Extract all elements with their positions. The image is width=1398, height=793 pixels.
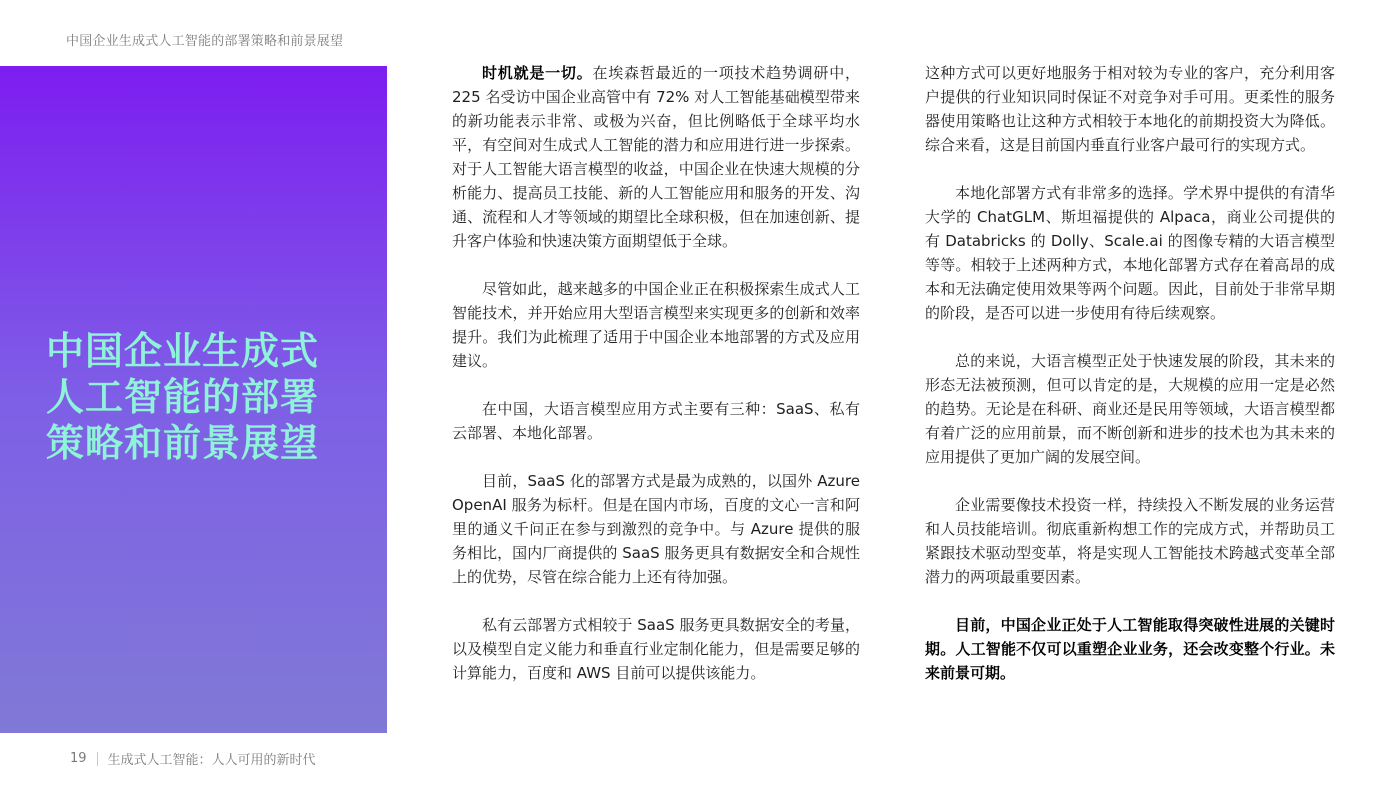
running-header: 中国企业生成式人工智能的部署策略和前景展望 <box>66 34 344 49</box>
hero-title <box>46 328 346 466</box>
text-column-right <box>925 61 1335 709</box>
text-column-left <box>452 61 860 709</box>
hero-banner <box>0 66 387 733</box>
conclusion-paragraph: 目前，中国企业正处于人工智能取得突破性进展的关键时期。人工智能不仅可以重塑企业业务，还会改变整个行业。未来前景可期。 <box>925 616 1335 682</box>
paragraph: 总的来说，大语言模型正处于快速发展的阶段，其未来的形态无法被预测，但可以肯定的是，大规模的应用一定是必然的趋势。无论是在科研、商业还是民用等领域，大语言模型都有着广泛的应用前景，而不断创新和进步的技术也为其未来的应用提供了更加广阔的发展空间。 <box>925 352 1335 466</box>
hero-title-line-3: 策略和前景展望 <box>46 421 320 465</box>
paragraph: 企业需要像技术投资一样，持续投入不断发展的业务运营和人员技能培训。彻底重新构想工作的完成方式，并帮助员工紧跟技术驱动型变革，将是实现人工智能技术跨越式变革全部潜力的两项最重要因素。 <box>925 496 1335 586</box>
paragraph: 这种方式可以更好地服务于相对较为专业的客户，充分利用客户提供的行业知识同时保证不对竞争对手可用。更柔性的服务器使用策略也让这种方式相较于本地化的前期投资大为降低。综合来看，这是目前国内垂直行业客户最可行的实现方式。 <box>925 64 1335 154</box>
lead-in: 时机就是一切。 <box>482 64 593 82</box>
footer-divider <box>97 752 98 766</box>
page-footer <box>70 749 316 768</box>
paragraph: 目前，SaaS 化的部署方式是最为成熟的，以国外 Azure OpenAI 服务为标杆。但是在国内市场，百度的文心一言和阿里的通义千问正在参与到激烈的竞争中。与 Azure 提供的服务相比，国内厂商提供的 SaaS 服务更具有数据安全和合规性上的优势，尽管在综合能力上还有待加强。 <box>452 472 860 586</box>
page-number: 19 <box>70 751 87 766</box>
hero-title-line-2: 人工智能的部署 <box>46 375 320 419</box>
paragraph: 尽管如此，越来越多的中国企业正在积极探索生成式人工智能技术，并开始应用大型语言模型来实现更多的创新和效率提升。我们为此梳理了适用于中国企业本地部署的方式及应用建议。 <box>452 280 860 370</box>
paragraph: 本地化部署方式有非常多的选择。学术界中提供的有清华大学的 ChatGLM、斯坦福提供的 Alpaca，商业公司提供的有 Databricks 的 Dolly、Scale.ai 的图像专精的大语言模型等等。相较于上述两种方式，本地化部署方式存在着高昂的成本和无法确定使用效果等两个问题。因此，目前处于非常早期的阶段，是否可以进一步使用有待后续观察。 <box>925 184 1335 322</box>
paragraph: 在中国，大语言模型应用方式主要有三种：SaaS、私有云部署、本地化部署。 <box>452 400 860 442</box>
paragraph-body: 在埃森哲最近的一项技术趋势调研中，225 名受访中国企业高管中有 72% 对人工智能基础模型带来的新功能表示非常、或极为兴奋，但比例略低于全球平均水平，有空间对生成式人工智能的潜力和应用进行进一步探索。对于人工智能大语言模型的收益，中国企业在快速大规模的分析能力、提高员工技能、新的人工智能应用和服务的开发、沟通、流程和人才等领域的期望比全球积极，但在加速创新、提升客户体验和快速决策方面期望低于全球。 <box>452 64 860 250</box>
paragraph: 私有云部署方式相较于 SaaS 服务更具数据安全的考量，以及模型自定义能力和垂直行业定制化能力，但是需要足够的计算能力，百度和 AWS 目前可以提供该能力。 <box>452 616 860 682</box>
paragraph <box>452 61 860 253</box>
hero-title-line-1: 中国企业生成式 <box>46 329 320 373</box>
publication-title: 生成式人工智能：人人可用的新时代 <box>107 753 316 768</box>
